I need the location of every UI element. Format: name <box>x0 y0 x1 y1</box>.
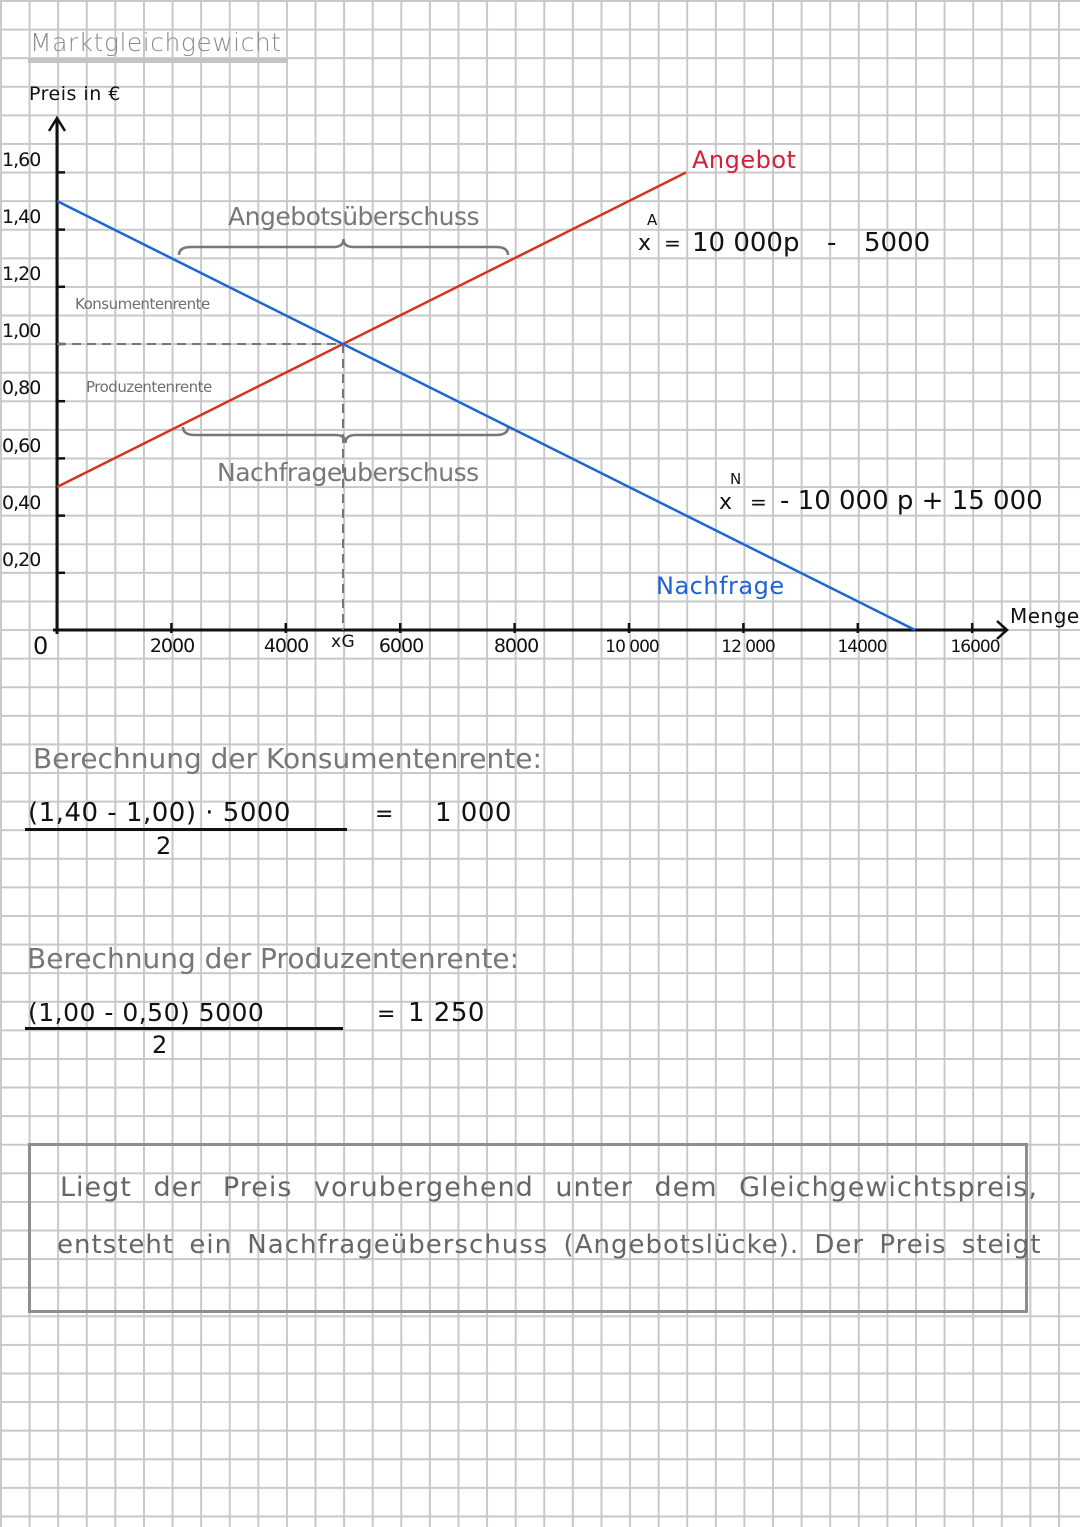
fraction-numerator: (1,40 - 1,00) · 5000 <box>28 798 291 828</box>
supply-rhs-term: 10 000p <box>692 228 800 258</box>
supply-excess-brace <box>179 239 508 255</box>
supply-variable: x <box>638 231 652 256</box>
supply-operator: - <box>827 228 837 258</box>
note-line-2: entsteht ein Nachfrageüberschuss (Angebotslücke). Der Preis steigt <box>57 1230 1042 1260</box>
calculation-result: 1 000 <box>435 798 512 828</box>
equilibrium-quantity-label: xG <box>331 632 356 652</box>
demand-excess-brace <box>183 427 508 443</box>
origin-label: 0 <box>33 632 49 660</box>
demand-excess-label: Nachfrageuberschuss <box>217 458 479 487</box>
y-tick-label: 0,80 <box>2 377 41 399</box>
supply-excess-label: Angebotsüberschuss <box>228 202 480 231</box>
demand-rhs: - 10 000 p + 15 000 <box>780 486 1043 516</box>
fraction-denominator: 2 <box>152 1031 168 1059</box>
page-title: Marktgleichgewicht <box>30 28 282 57</box>
market-equilibrium-chart <box>0 0 1080 700</box>
fraction-numerator: (1,00 - 0,50) 5000 <box>28 998 265 1027</box>
y-tick-label: 0,40 <box>2 492 41 514</box>
supply-superscript: A <box>647 211 658 229</box>
x-tick-label: 6000 <box>378 635 424 657</box>
y-tick-label: 1,60 <box>2 149 41 171</box>
x-axis-label: Menge <box>1010 604 1080 628</box>
x-tick-label: 2000 <box>149 635 195 657</box>
section-heading: Berechnung der Produzentenrente: <box>27 942 520 975</box>
demand-curve-label: Nachfrage <box>656 572 785 600</box>
y-tick-label: 1,40 <box>2 206 41 228</box>
fraction-bar <box>25 828 347 831</box>
producer-surplus-label: Produzentenrente <box>86 378 212 396</box>
demand-curve-line <box>57 201 915 630</box>
x-tick-label: 10 000 <box>605 637 659 657</box>
fraction-denominator: 2 <box>156 832 172 860</box>
x-tick-label: 16000 <box>950 637 1000 657</box>
demand-variable: x <box>719 490 733 515</box>
x-tick-label: 14000 <box>837 637 887 657</box>
x-tick-label: 4000 <box>263 635 309 657</box>
y-tick-label: 1,00 <box>2 320 41 342</box>
section-heading: Berechnung der Konsumentenrente: <box>33 742 542 775</box>
y-tick-label: 0,20 <box>2 549 41 571</box>
x-tick-label: 12 000 <box>721 637 775 657</box>
equals-sign: = <box>377 1002 396 1027</box>
demand-superscript: N <box>730 470 742 488</box>
supply-equals: = <box>664 231 681 255</box>
demand-equals: = <box>750 490 767 514</box>
equals-sign: = <box>375 802 394 827</box>
y-tick-label: 0,60 <box>2 435 41 457</box>
summary-note-box <box>28 1143 1028 1313</box>
calculation-result: 1 250 <box>408 998 485 1028</box>
y-tick-label: 1,20 <box>2 263 41 285</box>
consumer-surplus-label: Konsumentenrente <box>75 295 210 313</box>
supply-curve-label: Angebot <box>692 146 797 174</box>
fraction-bar <box>25 1027 343 1030</box>
note-line-1: Liegt der Preis vorubergehend unter dem Gleichgewichtspreis, <box>60 1172 1038 1203</box>
supply-constant: 5000 <box>864 228 931 258</box>
y-axis-label: Preis in € <box>29 83 121 105</box>
x-tick-label: 8000 <box>493 635 539 657</box>
